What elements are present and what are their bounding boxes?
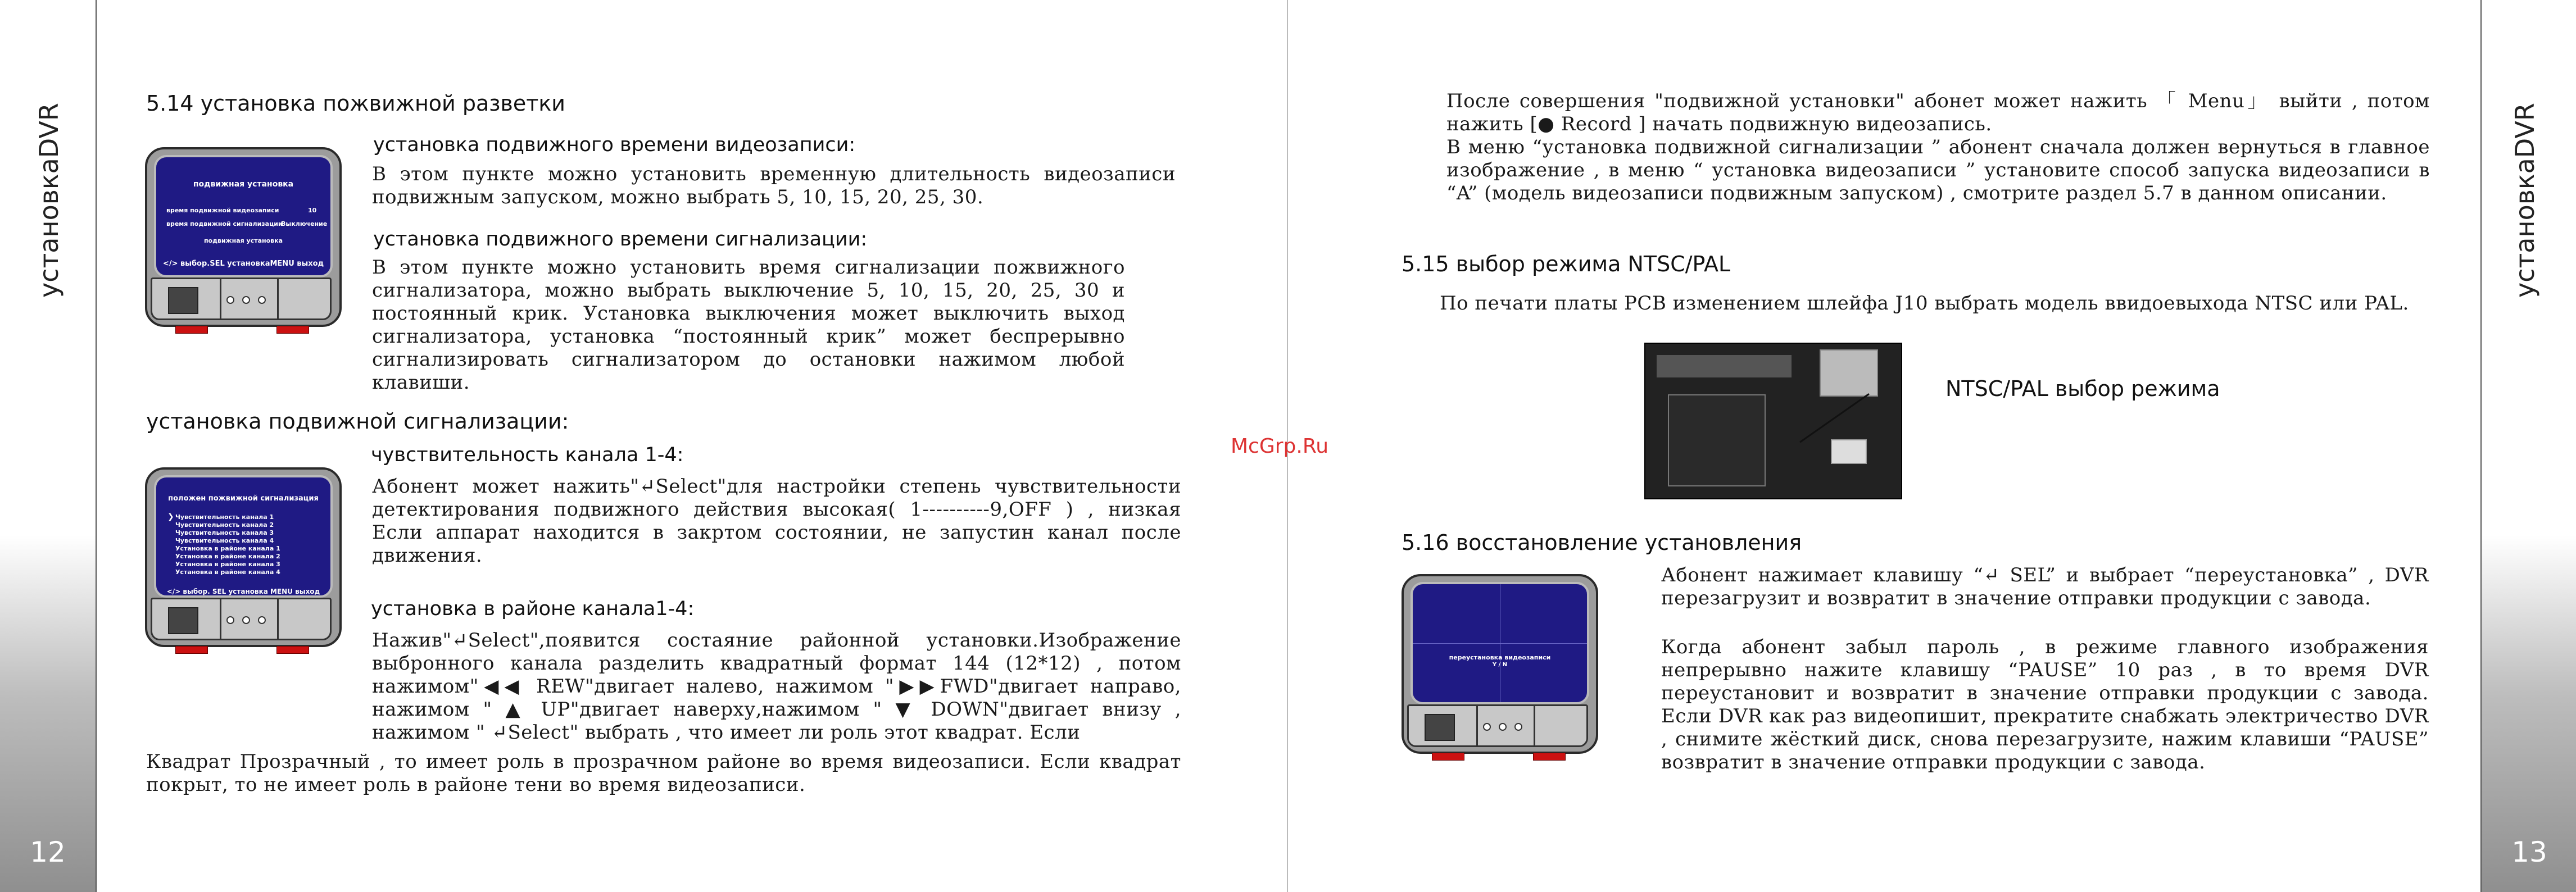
monitor-base	[151, 598, 332, 640]
screen-row-label: подвижная установка	[203, 237, 283, 244]
screen-menu-item: Чувствительность канала 4	[175, 537, 274, 544]
monitor-base	[151, 277, 332, 320]
monitor-foot	[276, 646, 309, 654]
screen-menu-item: Установка в районе канала 1	[175, 545, 280, 552]
para-record-time: В этом пункте можно установить временную длительность видеозаписи подвижным запуском, можно выбрать 5, 10, 15, 20, 25, 30.	[372, 163, 1176, 208]
screen-title: подвижная установка	[193, 180, 294, 189]
para-alarm-time: В этом пункте можно установить время сигнализации пожвижного сигнализатора, можно выбрать выключение 5, 10, 15, 20, 25, 30 и постоянный крик. Установка выключения может выключить выход сигнализатора, установка “постоянный крик” может беспрерывно сигнализировать сигнализатором до остановки нажимом любой клавиши.	[372, 256, 1125, 394]
screen-menu-item: Установка в районе канала 3	[175, 561, 280, 568]
screen-row-value: Выключение	[281, 220, 328, 227]
right-side-title: установкаDVR	[2510, 103, 2540, 298]
para-area-cont: Квадрат Прозрачный , то имеет роль в прозрачном районе во время видеозаписи. Если квадрат покрыт, то не имеет роль в районе тени во время видеозаписи.	[146, 750, 1181, 796]
sub-alarm-time: установка подвижного времени сигнализации:	[373, 228, 868, 251]
screen-menu-item: Установка в районе канала 4	[175, 568, 280, 576]
para-area: Нажив"↵Select",появится состаяние районной установки.Изображение выбронного канала разделить квадратный формат 144 (12*12) , потом нажимом"◀◀ REW"двигает налево, нажимом "▶▶FWD"двигает направо, нажимом " ▲ UP"двигает наверху,нажимом " ▼ DOWN"двигает внизу , нажимом " ↵Select" выбрать , что имеет ли роль этот квадрат. Если	[372, 629, 1181, 744]
para-after-setup: После совершения "подвижной установки" абонет может нажить 「 Menu」 выйти , потом нажить [● Record ] начать подвижную видеозапись.	[1446, 90, 2430, 135]
monitor-foot	[175, 326, 208, 334]
watermark: McGrp.Ru	[1231, 435, 1329, 458]
monitor-motion-alarm	[145, 467, 343, 658]
screen-subtitle: Y / N	[1492, 662, 1508, 668]
left-page-number: 12	[30, 836, 66, 868]
screen-menu-item: Чувствительность канала 2	[175, 521, 274, 529]
screen-row-label: время подвижной сигнализации	[166, 220, 283, 227]
pcb-photo	[1644, 343, 1902, 499]
left-side-bar	[0, 0, 97, 892]
screen-row-label: время подвижной видеозаписи	[166, 207, 279, 214]
sub-record-time: установка подвижного времени видеозаписи:	[373, 134, 856, 156]
monitor-screen	[154, 475, 333, 598]
screen-menu-item: Чувствительность канала 3	[175, 529, 274, 536]
sub-area: установка в районе канала1-4:	[371, 598, 695, 620]
right-side-bar	[2480, 0, 2576, 892]
screen-menu-item: Чувствительность канала 1	[175, 513, 274, 521]
screen-title: переустановка видеозаписи	[1449, 654, 1551, 661]
monitor-foot	[276, 326, 309, 334]
para-menu: В меню “установка подвижной сигнализации ” абонент сначала должен вернуться в главное изображение , в меню “ установка видеозаписи ” установите способ запуска видеозаписи в “A” (модель видеозаписи подвижным запуском) , смотрите раздел 5.7 в данном описании.	[1446, 136, 2430, 204]
selection-arrow-icon: ❯	[167, 512, 174, 521]
sub-sensitivity: чувствительность канала 1-4:	[371, 444, 684, 466]
monitor-base	[1407, 704, 1588, 747]
sub-alarm-setup: установка подвижной сигнализации:	[146, 409, 569, 434]
section-515-heading: 5.15 выбор режима NTSC/PAL	[1402, 252, 1731, 276]
screen-footer: </> выбор.SEL установкаMENU выход	[162, 260, 324, 268]
screen-footer: </> выбор. SEL установка MENU выход	[166, 588, 320, 595]
left-side-title: установкаDVR	[34, 103, 64, 298]
section-514-heading: 5.14 установка пожвижной разветки	[146, 91, 565, 116]
monitor-foot	[1432, 753, 1464, 761]
monitor-screen	[154, 155, 333, 277]
screen-row-value: 10	[308, 207, 317, 214]
ntsc-pal-callout: NTSC/PAL выбор режима	[1945, 376, 2220, 401]
monitor-screen	[1411, 582, 1589, 704]
right-page-number: 13	[2511, 836, 2547, 868]
para-ntsc: По печати платы PCB изменением шлейфа J10 выбрать модель ввидоевыхода NTSC или PAL.	[1440, 292, 2409, 315]
monitor-foot	[1533, 753, 1566, 761]
section-516-heading: 5.16 восстановление установления	[1402, 530, 1802, 555]
monitor-foot	[175, 646, 208, 654]
monitor-motion-setup	[145, 147, 343, 338]
para-reset: Абонент нажимает клавишу “↵ SEL” и выбрает “переустановка” , DVR перезагрузит и возвратит в значение отправки продукции с завода.	[1661, 564, 2429, 609]
para-sensitivity: Абонент может нажить"↵Select"для настройки степень чувствительности детектирования подвижного действия высокая( 1----------9,OFF ) , низкая Если аппарат находится в закртом состоянии, не запустин канал после движения.	[372, 475, 1181, 567]
para-password: Когда абонент забыл пароль , в режиме главного изображения непрерывно нажите клавишу “PAUSE” 10 раз , в то время DVR переустановит и возвратит в значение отправки продукции с завода. Если DVR как раз видеопишит, прекратите снабжать электричество DVR , снимите жёсткий диск, снова перезагрузите, нажим клавиши “PAUSE” возвратит в значение отправки продукции с завода.	[1661, 636, 2429, 773]
monitor-reset	[1402, 574, 1599, 765]
screen-menu-item: Установка в районе канала 2	[175, 553, 280, 560]
screen-title: положен пожвижной сигнализация	[168, 494, 319, 503]
